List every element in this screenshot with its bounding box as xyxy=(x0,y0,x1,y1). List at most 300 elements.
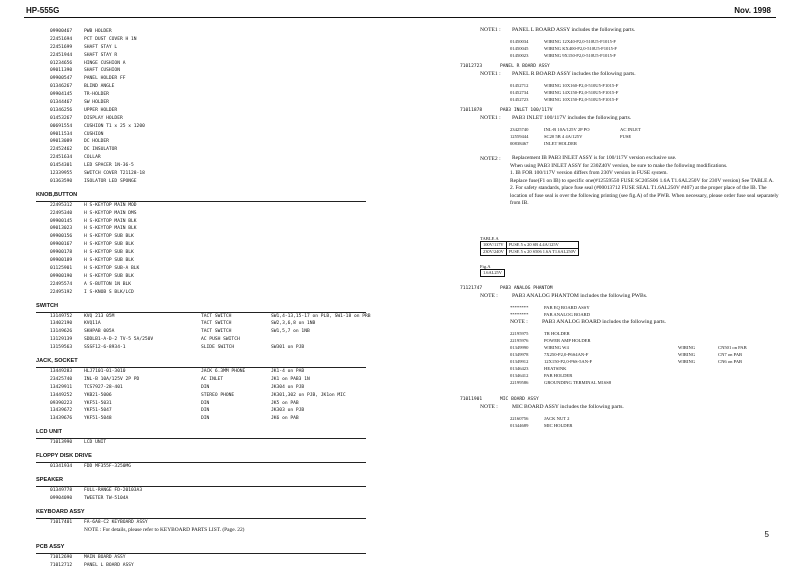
part-number: 71017401 xyxy=(50,519,73,525)
part-location: JK1 on PAB3 1N xyxy=(271,376,310,382)
part-number: 09390223 xyxy=(50,400,73,406)
parts-row xyxy=(480,140,780,147)
part-description: SHAFT CUSHION xyxy=(84,68,120,74)
part-function: WIRING xyxy=(678,351,696,357)
part-number: 09900190 xyxy=(50,273,73,279)
part-description: INLET HOLDER xyxy=(544,141,577,146)
part-description: TR-HOLDER xyxy=(84,92,109,98)
parts-row xyxy=(480,379,780,386)
parts-row xyxy=(36,131,388,139)
part-description: PAB3 INLET 100/117V xyxy=(500,108,553,113)
part-description: SHAFT STAY L xyxy=(84,44,118,50)
part-function: WIRING xyxy=(678,358,696,364)
part-description: DC HOLDER xyxy=(84,139,109,145)
part-description: FDD MF355F-3250MG xyxy=(84,464,132,470)
part-description: HINGE CUSHION A xyxy=(84,60,126,66)
part-description: WIRING W4 xyxy=(544,344,569,350)
part-number: 01349978 xyxy=(510,351,529,357)
keyboard-note: NOTE : For details, please refer to KEYBOARD PARTS LIST. (Page. 22) xyxy=(84,526,245,533)
fuse-cell: FUSE 5 x 20 S506 1.6A T1.6AL250V xyxy=(506,248,578,255)
fig-a-label: Fig.A xyxy=(480,263,491,269)
part-description: H S-KEYTOP SUB BLK xyxy=(84,258,134,264)
note2-line: When using PAB3 INLET ASSY for 230Z40V version, be sure to make the following modifications. xyxy=(510,162,728,169)
part-number: 01452723 xyxy=(510,97,529,102)
part-function: AC INLET xyxy=(201,376,224,382)
parts-row xyxy=(36,44,388,52)
switch-parts-list xyxy=(36,313,388,352)
part-description: PAB3 ANALOG PHANTOM xyxy=(500,285,553,291)
part-number: 13149752 xyxy=(50,313,73,319)
fuse-seal-figure xyxy=(480,269,505,277)
part-number: 12339955 xyxy=(50,171,73,177)
part-description: CUSHION T1 x 25 x 1200 xyxy=(84,123,145,129)
note2-paragraphs xyxy=(480,155,780,208)
misc-parts-list xyxy=(36,28,388,186)
part-number: 09011534 xyxy=(50,131,73,137)
part-description: YKF51-5048 xyxy=(84,416,112,422)
part-number: 09900467 xyxy=(50,29,73,34)
parts-row xyxy=(36,249,388,257)
part-number: 13449283 xyxy=(50,368,73,374)
parts-row xyxy=(36,554,388,562)
part-number: 09900178 xyxy=(50,250,73,256)
parts-row xyxy=(36,115,388,123)
part-description: A S-BUTTON 1N BLK xyxy=(84,281,132,287)
table-row xyxy=(481,241,579,248)
part-number: 71013990 xyxy=(50,440,73,446)
part-function: TACT SWITCH xyxy=(201,313,232,319)
part-number: 13402190 xyxy=(50,321,73,327)
part-number: 01344467 xyxy=(50,100,73,106)
part-location: SW2,3,6,8 on 1NB xyxy=(271,321,316,327)
parts-row xyxy=(36,75,388,83)
part-function: STEREO PHONE xyxy=(201,392,235,398)
part-number: 71011878 xyxy=(460,108,483,113)
part-description: KVQ11A xyxy=(84,321,101,327)
parts-row xyxy=(36,562,388,569)
parts-row xyxy=(36,273,388,281)
part-description: TR HOLDER xyxy=(544,330,570,336)
note-text: PAB3 ANALOG PHANTOM includes the following PWBs. xyxy=(512,292,648,299)
part-number: 13129139 xyxy=(50,337,73,343)
part-number: 01454301 xyxy=(50,163,73,169)
table-row xyxy=(481,248,579,255)
section-floppy-disk-drive: FLOPPY DISK DRIVE xyxy=(36,451,366,463)
fdd-parts-list xyxy=(36,463,388,471)
phantom-sub-boards xyxy=(480,304,780,318)
part-function: SLIDE SWITCH xyxy=(201,345,235,351)
keyboard-parts-list xyxy=(36,519,388,527)
part-function: WIRING xyxy=(678,344,696,350)
part-location: JK303 on PJB xyxy=(271,408,305,414)
part-description: TWEETER TW-5104A xyxy=(84,495,129,501)
part-description: SW HOLDER xyxy=(84,100,109,106)
parts-row xyxy=(36,162,388,170)
part-number: 22495312 xyxy=(50,202,73,208)
parts-row xyxy=(36,519,388,527)
note2-line: 2. For safety standards, place fuse seal (#00013712 FUSE SEAL T1.6AL250V #407) at the proper place of the IB. The location of fuse seal is over the following printing (see fig.A) of the PWB. When necessary, please order fuse seal separately from IB. xyxy=(510,185,779,206)
table-a-label: TABLE A xyxy=(480,235,499,241)
parts-row xyxy=(36,463,388,471)
parts-row xyxy=(36,368,388,376)
part-description: PAB EQ BOARD ASSY xyxy=(544,304,590,310)
part-function: TACT SWITCH xyxy=(201,321,232,327)
part-description: H S-KEYTOP MAIN DMS xyxy=(84,210,137,216)
parts-row xyxy=(36,60,388,68)
part-description: HEATSINK xyxy=(544,365,567,371)
part-description: POWER AMP HOLDER xyxy=(544,337,591,343)
part-number: 09904090 xyxy=(50,495,73,501)
part-description: WIRING 10X150-P2,0-510U5-F1015-F xyxy=(544,97,619,102)
phantom-row xyxy=(460,285,780,292)
part-number: 01450023 xyxy=(510,53,529,58)
parts-row xyxy=(36,439,388,447)
part-description: COLLAR xyxy=(84,155,101,161)
part-number: 71011901 xyxy=(460,396,483,402)
model-header: HP-555G xyxy=(26,6,60,15)
part-number: 22451944 xyxy=(50,52,73,58)
note2-line: 1. IB FOR 100/117V version differs from 230V version in FUSE system. xyxy=(510,170,668,176)
part-location: JK301,302 on PJB, JK1on MIC xyxy=(271,392,346,398)
note2-line: Replacement IB PAB3 INLET ASSY is for 100/117V version exclusive use. xyxy=(512,155,677,161)
part-function: AC INLET xyxy=(620,127,641,132)
part-number: 01450034 xyxy=(510,39,529,44)
fuse-seal-printing: 1.6AL25V xyxy=(481,269,505,276)
part-number: 09900547 xyxy=(50,76,73,82)
part-description: PAB HOLDER xyxy=(544,372,573,378)
part-location: JK304 on PJB xyxy=(271,384,305,390)
parts-row xyxy=(36,202,388,210)
part-description: PANEL L BOARD ASSY xyxy=(84,562,134,568)
parts-row xyxy=(36,210,388,218)
note-label: NOTE : xyxy=(480,403,498,410)
part-number: 09900156 xyxy=(50,234,73,240)
part-description: DISPLAY HOLDER xyxy=(84,115,123,121)
parts-row xyxy=(480,415,780,422)
part-number: 09013089 xyxy=(50,139,73,145)
part-function: DIN xyxy=(201,408,210,414)
part-number: 71012712 xyxy=(50,562,73,568)
part-number: 09900189 xyxy=(50,258,73,264)
parts-row xyxy=(36,281,388,289)
note-analog xyxy=(510,318,780,326)
parts-row xyxy=(36,289,388,297)
part-number: 01346267 xyxy=(50,84,73,90)
part-number: 01346412 xyxy=(510,372,529,378)
part-location: SW301 on PJB xyxy=(271,345,305,351)
parts-row xyxy=(480,372,780,379)
part-description: MAIN BOARD ASSY xyxy=(84,554,126,560)
part-function: DIN xyxy=(201,384,210,390)
parts-row xyxy=(480,330,780,337)
part-number: ******** xyxy=(510,304,529,310)
parts-row xyxy=(36,107,388,115)
part-number: 13429911 xyxy=(50,384,73,390)
section-switch: SWITCH xyxy=(36,301,366,313)
pcb-parts-list xyxy=(36,554,388,569)
part-description: H S-KEYTOP SUB BLK xyxy=(84,234,134,240)
parts-row xyxy=(36,28,388,36)
part-description: 7X250-P2,0-P6S4AN-F xyxy=(544,351,589,357)
part-description: WIRING 10X160-P2,0-510U5-F1015-F xyxy=(544,83,619,88)
parts-row xyxy=(36,376,388,384)
parts-row xyxy=(36,154,388,162)
part-description: SWITCH COVER T21128-18 xyxy=(84,171,145,177)
part-description: WIRING 14X150-P2,0-510U5-F1015-F xyxy=(544,90,619,95)
header-rule xyxy=(24,17,776,18)
parts-row xyxy=(36,67,388,75)
parts-row xyxy=(36,415,388,423)
part-number: 01452734 xyxy=(510,90,529,95)
part-number: 09904145 xyxy=(50,92,73,98)
part-description: BLIND ANGLE xyxy=(84,84,115,90)
part-number: 00838467 xyxy=(510,141,529,146)
part-number: 13159563 xyxy=(50,345,73,351)
part-number: 13449252 xyxy=(50,392,73,398)
part-description: I S-KNOB S BLK/LCD xyxy=(84,289,134,295)
part-function: FUSE xyxy=(620,134,632,139)
page-number: 5 xyxy=(764,530,769,539)
panel-l-parts xyxy=(480,38,780,59)
inlet-parts xyxy=(480,126,780,147)
note-label: NOTE1 : xyxy=(480,27,501,33)
part-number: 22451694 xyxy=(50,36,73,42)
note-text: PAB3 ANALOG BOARD includes the following parts. xyxy=(542,318,666,325)
part-number: 01125901 xyxy=(50,265,73,271)
parts-row xyxy=(36,36,388,44)
parts-row xyxy=(480,304,780,311)
part-description: KVQ 213 05M xyxy=(84,313,115,319)
part-number: 12559444 xyxy=(510,134,529,139)
knob-parts-list xyxy=(36,202,388,297)
part-location: JK5 on PAB xyxy=(271,400,299,406)
part-location: JK6 on PAB xyxy=(271,416,299,422)
part-description: FULL-RANGE FD-20103A3 xyxy=(84,487,143,493)
part-function: DIN xyxy=(201,416,210,422)
part-function: DIN xyxy=(201,400,210,406)
part-number: 22452462 xyxy=(50,147,73,153)
part-number: 13439676 xyxy=(50,416,73,422)
parts-row xyxy=(36,407,388,415)
part-description: H S-KEYTOP SUB-A BLK xyxy=(84,265,140,271)
part-number: 01453267 xyxy=(50,115,73,121)
panel-r-parts xyxy=(480,82,780,103)
part-description: H S-KEYTOP SUB BLK xyxy=(84,242,134,248)
part-description: H S-KEYTOP SUB BLK xyxy=(84,273,134,279)
note1c xyxy=(480,114,780,122)
part-description: WIRING KX400-P2,0-510U5-F1015-F xyxy=(544,46,617,51)
parts-row xyxy=(36,400,388,408)
part-description: H S-KEYTOP MAIN MOD xyxy=(84,202,137,208)
part-number: 13439672 xyxy=(50,408,73,414)
note-phantom xyxy=(480,292,780,300)
part-description: INL-B 10A/125V 2P PO xyxy=(544,127,590,132)
parts-row xyxy=(36,99,388,107)
parts-row xyxy=(36,384,388,392)
part-location: CN7 on PAB xyxy=(718,351,743,357)
parts-row xyxy=(480,38,780,45)
part-number: 01349990 xyxy=(510,344,529,350)
part-description: SC20 5B 4 4A/125V xyxy=(544,134,583,139)
part-description: PANEL HOLDER FF xyxy=(84,76,126,82)
part-number: 01450045 xyxy=(510,46,529,51)
note-text: PANEL L BOARD ASSY includes the following parts. xyxy=(512,27,636,33)
part-number: 22451699 xyxy=(50,44,73,50)
parts-row xyxy=(36,487,388,495)
parts-row xyxy=(36,170,388,178)
part-description: 12X150-P2,0-P6S-5AN-F xyxy=(544,358,593,364)
parts-row xyxy=(36,257,388,265)
section-keyboard-assy: KEYBOARD ASSY xyxy=(36,507,366,519)
part-description: JACK NUT 2 xyxy=(544,415,570,421)
parts-row xyxy=(480,422,780,429)
voltage-cell: 100V/117V xyxy=(481,241,507,248)
part-description: INL-B 10A/125V 2P PD xyxy=(84,376,140,382)
right-column xyxy=(460,26,780,429)
part-description: UPPER HOLDER xyxy=(84,107,118,113)
parts-row xyxy=(36,313,388,321)
part-description: LCD UNIT xyxy=(84,440,107,446)
parts-row xyxy=(36,495,388,503)
parts-row xyxy=(36,146,388,154)
part-description: YKB21-5006 xyxy=(84,392,112,398)
part-description: MIC BOARD ASSY xyxy=(500,396,539,402)
section-jack-socket: JACK, SOCKET xyxy=(36,356,366,368)
part-number: 22195976 xyxy=(510,337,529,343)
part-number: 09900145 xyxy=(50,218,73,224)
parts-row xyxy=(36,178,388,186)
left-column xyxy=(36,28,388,569)
part-number: 01346256 xyxy=(50,107,73,113)
part-number: 22451634 xyxy=(50,155,73,161)
parts-row xyxy=(480,126,780,133)
part-number: 01452712 xyxy=(510,83,529,88)
part-description: H S-KEYTOP SUB BLK xyxy=(84,250,134,256)
section-pcb-assy: PCB ASSY xyxy=(36,542,366,554)
part-description: PANEL R BOARD ASSY xyxy=(500,64,550,69)
parts-row xyxy=(36,265,388,273)
note-label: NOTE : xyxy=(480,292,498,299)
parts-row xyxy=(480,45,780,52)
parts-row xyxy=(480,351,780,358)
part-location: CN501 on PAB xyxy=(718,344,747,350)
section-knob-button: KNOB,BUTTON xyxy=(36,190,366,202)
part-number: 22495574 xyxy=(50,281,73,287)
part-number: 22495192 xyxy=(50,289,73,295)
part-description: WIRING 9X150-P2,0-510U5-F1015-F xyxy=(544,53,616,58)
parts-row xyxy=(36,218,388,226)
parts-row xyxy=(36,138,388,146)
note1 xyxy=(480,26,780,34)
part-number: 71012723 xyxy=(460,64,483,69)
part-description: SKHPAB 005A xyxy=(84,329,115,335)
part-function: JACK 6.3MM PHONE xyxy=(201,368,246,374)
part-description: YKF51-5047 xyxy=(84,408,112,414)
part-description: SDDLB1-A-D-2 TV-5 5A/250V xyxy=(84,337,154,343)
part-description: DC INSULATOR xyxy=(84,147,118,153)
parts-row xyxy=(36,241,388,249)
part-number: 01349778 xyxy=(50,487,73,493)
note-label: NOTE : xyxy=(510,318,528,325)
part-description: FA-6A8-C2 KEYBOARD ASSY xyxy=(84,519,148,525)
part-number: 01234656 xyxy=(50,60,73,66)
voltage-cell: 230V/240V xyxy=(481,248,507,255)
parts-row xyxy=(480,311,780,318)
note-text: MIC BOARD ASSY includes the following parts. xyxy=(512,403,624,410)
parts-row xyxy=(480,96,780,103)
panel-r-board-row xyxy=(460,63,780,70)
parts-row xyxy=(36,320,388,328)
inlet-row xyxy=(460,107,780,114)
part-number: 01341934 xyxy=(50,464,73,470)
part-description: LED SPACER 1N-36-5 xyxy=(84,163,134,169)
note-text: PAB3 INLET 100/117V includes the following parts. xyxy=(512,115,632,121)
parts-row xyxy=(480,344,780,351)
part-description: SHAFT STAY R xyxy=(84,52,118,58)
part-number: 01344689 xyxy=(510,422,529,428)
part-description: PWB HOLDER xyxy=(84,29,112,34)
parts-row xyxy=(36,336,388,344)
mic-board-parts xyxy=(480,415,780,429)
part-number: 00691554 xyxy=(50,123,73,129)
mic-board-row xyxy=(460,396,780,403)
parts-row xyxy=(480,52,780,59)
note-text: PANEL R BOARD ASSY includes the following parts. xyxy=(512,71,636,77)
part-description: MIC HOLDER xyxy=(544,422,573,428)
date-header: Nov. 1998 xyxy=(734,6,771,15)
parts-row xyxy=(36,83,388,91)
part-number: 01349912 xyxy=(510,358,529,364)
parts-row xyxy=(36,225,388,233)
part-number: 22495340 xyxy=(50,210,73,216)
part-description: HLJ7101-01-3010 xyxy=(84,368,126,374)
parts-row xyxy=(36,91,388,99)
part-location: SW1,5,7 on 1NB xyxy=(271,329,310,335)
part-number: 22195975 xyxy=(510,330,529,336)
note-mic xyxy=(480,403,780,411)
jack-parts-list xyxy=(36,368,388,423)
part-number: 71121747 xyxy=(460,285,483,291)
part-location: CN6 on PAB xyxy=(718,358,743,364)
part-number: 09013023 xyxy=(50,226,73,232)
part-number: 13149626 xyxy=(50,329,73,335)
part-number: 23425740 xyxy=(50,376,73,382)
part-number: 09011390 xyxy=(50,68,73,74)
note2-line: Replace fuse(F1 on IB) to specific one(#12559550 FUSE SC205S06 1.6A T1.6AL250V for 230V version) See TABLE A. xyxy=(510,177,774,184)
part-number: 01346423 xyxy=(510,365,529,371)
part-description: WIRING 12X40-P2,0-510U5-F1015-F xyxy=(544,39,616,44)
part-number: 22160756 xyxy=(510,415,529,421)
note-label: NOTE1 : xyxy=(480,115,501,121)
parts-row xyxy=(480,89,780,96)
fuse-cell: FUSE 5 x 20 SB 4.4A/125V xyxy=(506,241,578,248)
part-function: TACT SWITCH xyxy=(201,329,232,335)
note-label: NOTE1 : xyxy=(480,71,501,77)
note-label: NOTE2 : xyxy=(480,156,501,162)
part-number: ******** xyxy=(510,311,529,317)
parts-row xyxy=(36,344,388,352)
part-number: 22199586 xyxy=(510,379,529,385)
parts-row xyxy=(480,82,780,89)
parts-row xyxy=(36,52,388,60)
section-lcd-unit: LCD UNIT xyxy=(36,427,366,439)
part-number: 71012690 xyxy=(50,554,73,560)
parts-row xyxy=(480,365,780,372)
analog-board-parts xyxy=(480,330,780,386)
part-function: AC PUSH SWITCH xyxy=(201,337,240,343)
parts-row xyxy=(36,233,388,241)
part-description: H S-KEYTOP MAIN BLK xyxy=(84,226,137,232)
